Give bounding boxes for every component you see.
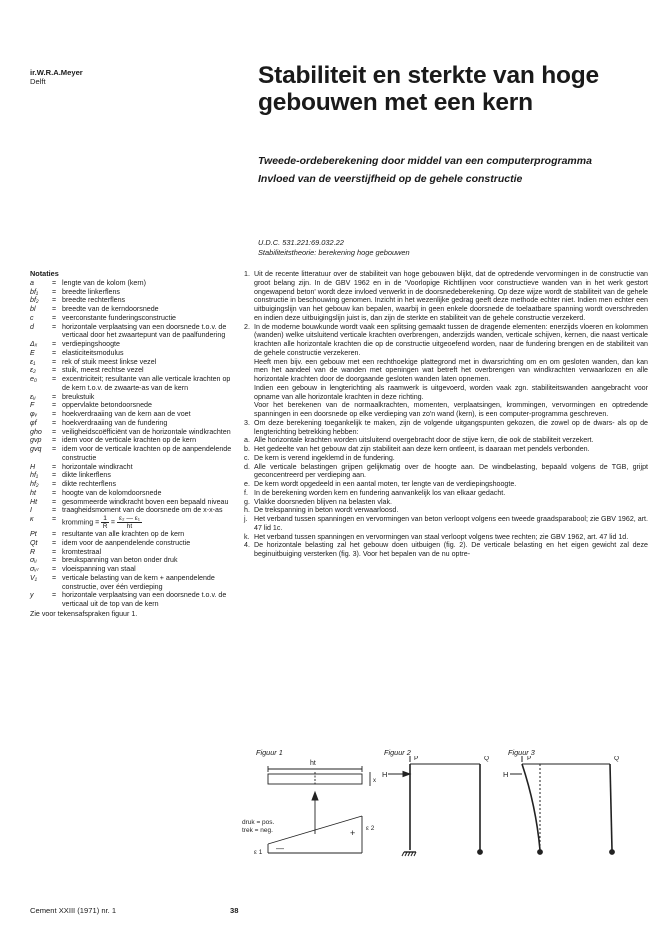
equals-sign: = [52,573,57,582]
paragraph-text: Het verband tussen spanningen en vervormingen van staal verloopt volgens twee rechten; zie GBV 1962, art. 47 lid 1d. [254,532,629,541]
notation-item [30,323,236,341]
notation-item [30,498,236,507]
paragraph-label: g. [244,497,250,506]
page-number: 38 [230,906,239,915]
notation-symbol: σᵤ [30,556,37,565]
paragraph [244,384,648,402]
journal-footer: Cement XXIII (1971) nr. 1 [30,906,117,915]
h-label-3: H [503,770,509,779]
notation-symbol: hf₂ [30,480,39,488]
notation-text: idem voor de verticale krachten op de kern [62,436,197,445]
paragraph [244,358,648,384]
notation-symbol: y [30,591,34,600]
paragraph [244,515,648,533]
notation-description [62,574,236,592]
notation-symbol: hf₁ [30,471,39,480]
figure-3 [503,756,619,854]
equals-sign: = [52,556,57,565]
notation-description [62,401,236,410]
paragraph-label: a. [244,436,250,445]
notation-item [30,506,236,515]
notation-item [30,548,236,557]
notation-item [30,349,236,358]
paragraph-text: Voor het berekenen van de normaalkrachten, momenten, verplaatsingen, krommingen, vervormingen en optredende spanningen in een doorsnede op elke verdieping van zo'n wand (kern), is een computer-programma geschreven. [254,401,648,418]
notation-text: horizontale verplaatsing van een doorsnede t.o.v. de verticaal door het zwaartepunt van de paalfundering [62,322,227,340]
notation-text: dikte linkerflens [62,471,111,480]
notation-description [62,358,236,367]
notation-text: oppervlakte betondoorsnede [62,401,152,410]
notation-text: idem voor de aanpendelende constructie [62,538,191,547]
notation-text: rek of stuik meest linkse vezel [62,357,157,366]
notation-item [30,288,236,297]
p-label: P [414,756,419,762]
denominator: R [102,523,108,530]
article-title [258,62,648,116]
paragraph [244,401,648,419]
keyword: Stabiliteitstheorie: berekening hoge gebouwen [258,248,410,257]
paragraph-text: Uit de recente litteratuur over de stabiliteit van hoge gebouwen blijkt, dat de optredende vervormingen in de constructie van groot belang zijn. In de GBV 1962 en in de 'Voorlopige Richtlijnen voor constructieve wanden van in het werk gestort ongewapend beton' wordt deze invloed verwerkt in de doorsnedeberekening. Op deze wijze wordt de stabiliteit van de gehele constructie in beschouwing genomen. Inzicht in het wezenlijke gedrag geeft deze methode echter niet. Indien men echter een uitbuigingslijn van het gebouw kan bepalen, waarbij in geen enkele doorsnede de toelaatbare spanning wordt overschreden en indien deze uitbuigingslijn juist is, dan zijn de sterkte en stabiliteit van de gehele constructie verzekerd. [254,270,648,322]
equals-sign: = [52,547,57,556]
paragraph [244,541,648,559]
body-text [244,270,648,559]
notation-description [62,279,236,288]
notation-text: verticale belasting van de kern + aanpendelende constructie, over één verdieping [62,573,215,591]
equals-sign: = [52,530,57,538]
h-label: H [382,770,388,779]
notation-description [62,471,236,480]
paragraph-label: e. [244,480,250,488]
notation-symbol: ε₂ [30,366,36,375]
notation-heading: Notaties [30,269,59,278]
notation-symbol: Ht [30,497,38,506]
notation-symbol: ht [30,488,36,497]
notation-item [30,340,236,349]
notation-symbol: φf [30,418,37,427]
paragraph-text: Het verband tussen spanningen en vervormingen van beton verloopt volgens een tweede graadsparabool; zie GBV 1962, art. 47 lid 1c. [254,515,648,532]
eps2-label: ε 2 [366,825,375,832]
notation-text: lengte van de kolom (kern) [62,278,146,287]
notation-description [62,419,236,428]
notation-description [62,375,236,393]
subtitle [258,152,592,188]
paragraph-text: Om deze berekening toegankelijk te maken, zijn de volgende uitgangspunten gekozen, die zowel op de dwars- als op de lengterichting betrekking hebben: [254,418,648,436]
subtitle-line-1: Tweede-ordeberekening door middel van een computerprogramma [258,155,592,167]
numerator: 1 [103,515,107,522]
equals-sign: = [52,506,57,515]
numerator: ε₂ — ε₁ [119,515,140,522]
notation-item [30,591,236,609]
notation-symbol: bf₁ [30,287,39,296]
notation-item [30,375,236,393]
author-city: Delft [30,77,46,86]
ht-label: ht [310,760,316,767]
notation-item [30,565,236,574]
paragraph-text: Indien een gebouw in lengterichting als raamwerk is uitgevoerd, worden vaak zgn. stabiliteitswanden aangebracht voor opname van alle horizontale krachten in deze richting. [254,383,648,401]
notation-symbol: gvp [30,436,42,445]
notation-description [62,428,236,437]
notation-text: veiligheidscoëfficiënt van de horizontale windkrachten [62,427,231,436]
notation-symbol: e₀ [30,375,37,383]
equals-sign: = [52,591,57,600]
notation-item [30,539,236,548]
notation-description [62,436,236,445]
equals-sign: = [52,357,57,366]
equals-sign: = [52,375,57,383]
x-label: x [373,778,376,784]
figure-2 [382,756,489,856]
paragraph-label: 1. [244,270,250,278]
equals-sign: = [52,340,57,348]
q-label-3: Q [614,756,620,762]
notation-text: stuik, meest rechtse vezel [62,366,144,375]
notation-text: veerconstante funderingsconstructie [62,313,176,322]
paragraph-label: 4. [244,541,250,550]
q-label: Q [484,756,490,762]
figure-3-caption: Figuur 3 [508,748,535,757]
subtitle-line-2: Invloed van de veerstijfheid op de gehele constructie [258,173,523,185]
paragraph-label: k. [244,532,250,541]
equals-sign: = [52,410,57,418]
paragraph-text: Vlakke doorsneden blijven na belasten vlak. [254,497,393,506]
notation-text: hoekverdraaiing van de fundering [62,418,168,427]
notation-text: horizontale windkracht [62,462,133,471]
paragraph-text: Alle verticale belastingen grijpen gelijkmatig over de hoogte aan. De windbelasting, bepaald volgens de TGB, grijpt geconcentreerd per verdieping aan. [254,462,648,480]
paragraph-text: Alle horizontale krachten worden uitsluitend overgebracht door de stijve kern, die ook de stabiliteit verzekert. [254,436,594,445]
notation-symbol: σᵥₗ [30,565,38,573]
paragraph-label: f. [244,488,248,497]
notation-symbol: gvq [30,445,42,453]
paragraph [244,270,648,323]
paragraph [244,533,648,542]
notation-text: breedte linkerflens [62,287,120,296]
notation-symbol: c [30,313,34,322]
hinge-support [478,850,483,855]
arrow-head [312,792,318,800]
notation-rows [30,279,236,609]
notation-footer: Zie voor tekensafspraken figuur 1. [30,609,138,618]
druk-label: druk = pos. [242,819,275,826]
equals-sign: = [52,305,57,313]
paragraph-label: 3. [244,418,250,427]
notation-symbol: gho [30,427,42,436]
paragraph-text: De kern wordt opgedeeld in een aantal moten, ter lengte van de verdiepingshoogte. [254,480,517,488]
equals-sign: = [108,518,117,527]
notation-item [30,279,236,288]
paragraph-label [244,401,254,419]
notation-text: hoogte van de kolomdoorsnede [62,488,162,497]
notation-description [62,515,236,530]
notation-text: resultante van alle krachten op de kern [62,530,185,538]
notation-item [30,556,236,565]
notation-description [62,445,236,463]
equals-sign: = [52,427,57,436]
paragraph-text: Het gedeelte van het gebouw dat zijn stabiliteit aan deze kern ontleent, is daaraan met pendels verbonden. [254,445,590,453]
equals-sign: = [52,313,57,322]
notation-symbol: bf₂ [30,296,39,305]
equals-sign: = [52,538,57,547]
notation-description [62,556,236,565]
equals-sign: = [52,565,57,573]
notation-item [30,401,236,410]
notation-text: dikte rechterflens [62,480,117,488]
paragraph-label: h. [244,506,250,515]
paragraph [244,498,648,507]
equals-sign: = [52,392,57,401]
fraction-1 [101,515,109,530]
notation-item [30,428,236,437]
notation-text: breedte van de kerndoorsnede [62,305,159,313]
notation-symbol: V₁ [30,573,37,582]
notation-text: breukstuik [62,392,95,401]
fraction-2 [117,515,142,530]
equals-sign: = [52,296,57,305]
equals-sign: = [52,488,57,497]
notation-description [62,323,236,341]
paragraph-text: De kern is verend ingeklemd in de fundering. [254,453,395,462]
equals-sign: = [52,348,57,357]
notation-text: elasticiteitsmodulus [62,348,124,357]
notation-item [30,489,236,498]
notation-symbol: φᵥ [30,410,38,418]
notation-item [30,436,236,445]
equals-sign: = [52,462,57,471]
notation-text: traagheidsmoment van de doorsnede om de x-x-as [62,506,223,515]
paragraph [244,454,648,463]
paragraph [244,463,648,481]
equals-sign: = [52,287,57,296]
notation-description [62,366,236,375]
notation-text: horizontale verplaatsing van een doorsnede t.o.v. de verticaal uit de top van de kern [62,591,227,608]
notation-text: kromming = [62,518,102,527]
figure-1 [242,760,376,856]
paragraph-label: c. [244,453,250,462]
paragraph-text: De horizontale belasting zal het gebouw doen uitbuigen (fig. 2). De verticale belasting en het eigen gewicht zal deze beginuitbuiging versterken (fig. 3). Voor het bepalen van de nu optre- [254,541,648,558]
paragraph-label: d. [244,462,250,471]
paragraph [244,489,648,498]
notation-item [30,419,236,428]
notation-item [30,314,236,323]
notation-symbol: F [30,401,35,410]
equals-sign: = [52,418,57,427]
notation-description [62,530,236,539]
notation-item [30,305,236,314]
notation-symbol: Pt [30,530,37,538]
notation-item [30,366,236,375]
notation-description [62,489,236,498]
paragraph [244,323,648,358]
equals-sign: = [52,436,57,445]
plus-sign: + [350,828,356,838]
notation-text: vloeispanning van staal [62,565,136,573]
notation-description [62,410,236,419]
equals-sign: = [52,366,57,375]
paragraph-label: 2. [244,322,250,331]
eps1-label: ε 1 [254,849,263,856]
notation-text: breedte rechterflens [62,296,126,305]
notation-description [62,591,236,609]
title-line-2: gebouwen met een kern [258,89,533,116]
figure-1-caption: Figuur 1 [256,748,283,757]
equals-sign: = [52,445,57,453]
notation-description [62,393,236,402]
notation-symbol: H [30,462,36,471]
notation-item [30,480,236,489]
notation-description [62,314,236,323]
paragraph [244,480,648,489]
notation-symbol: Δₓ [30,340,38,348]
equals-sign: = [52,322,57,331]
denominator: ht [126,523,133,530]
notation-item [30,445,236,463]
notation-description [62,565,236,574]
notation-item [30,471,236,480]
notation-symbol: Qt [30,538,38,547]
equals-sign: = [52,480,57,488]
classification [258,238,410,258]
notation-item [30,358,236,367]
notation-list [30,270,236,619]
notation-symbol: a [30,278,34,287]
title-line-1: Stabiliteit en sterkte van hoge [258,62,599,89]
equals-sign: = [52,497,57,506]
notation-item [30,515,236,530]
hinge-support-3 [610,850,615,855]
notation-item [30,296,236,305]
notation-description [62,349,236,358]
deflected-core [522,764,540,850]
paragraph-text: De trekspanning in beton wordt verwaarloosd. [254,506,399,515]
notation-text: gesommeerde windkracht boven een bepaald niveau [62,497,229,506]
notation-text: breukspanning van beton onder druk [62,556,178,565]
notation-item [30,410,236,419]
notation-description [62,480,236,489]
notation-description [62,506,236,515]
p-label-3: P [527,756,532,762]
paragraph-text: In de berekening worden kern en fundering aanvankelijk los van elkaar gedacht. [254,488,506,497]
notation-symbol: bl [30,305,36,313]
paragraph-text: In de moderne bouwkunde wordt vaak een splitsing gemaakt tussen de dragende elementen: enerzijds vloeren en kolommen (wanden) welke uitsluitend verticale krachten overbrengen, anderzijds wanden, verticale schijven, kernen, die naast verticale krachten alle horizontale krachten die op de constructie uitgeoefend worden, naar de fundering brengen en de stabiliteit van de gehele constructie verzekeren. [254,322,648,357]
notation-symbol: R [30,547,36,556]
notation-symbol: κ [30,515,34,523]
equals-sign: = [52,471,57,480]
minus-sign: — [276,844,284,853]
udc-code: U.D.C. 531.221:69.032.22 [258,238,344,247]
pendulum-column-3 [610,764,612,850]
trek-label: trek = neg. [242,827,273,834]
author-block [30,68,83,86]
notation-symbol: I [30,506,32,515]
paragraph-label: j. [244,515,248,523]
figure-2-caption: Figuur 2 [384,748,411,757]
paragraph-label [244,358,254,384]
notation-item [30,574,236,592]
notation-description [62,463,236,472]
notation-text: kromtestraal [62,547,102,556]
notation-symbol: ε₁ [30,357,36,366]
paragraph [244,419,648,437]
notation-description [62,340,236,349]
notation-item [30,463,236,472]
notation-symbol: εᵤ [30,392,36,401]
notation-item [30,530,236,539]
paragraph [244,506,648,515]
notation-description [62,305,236,314]
notation-text: excentriciteit; resultante van alle verticale krachten op de kern t.o.v. de zwaarte-as van de kern [62,375,231,392]
paragraph [244,436,648,445]
equals-sign: = [52,278,57,287]
notation-symbol: d [30,322,34,331]
notation-text: hoekverdraaiing van de kern aan de voet [62,410,191,418]
notation-description [62,498,236,507]
notation-item [30,393,236,402]
equals-sign: = [52,515,57,523]
notation-description [62,548,236,557]
paragraph-label [244,384,254,402]
notation-symbol: E [30,348,35,357]
equals-sign: = [52,401,57,410]
paragraph [244,445,648,454]
h-arrow-head [403,772,410,777]
notation-description [62,288,236,297]
notation-description [62,296,236,305]
figures-drawing [240,756,650,858]
paragraph-text: Heeft men bijv. een gebouw met een rechthoekige plattegrond met in dwarsrichting om en om gesloten wanden, dan kan men het aandeel van de wanden met openingen wat betreft het overbrengen van windkrachten verwaarlozen en alle horizontale krachten door de doorgaande gesloten wanden laten opnemen. [254,357,648,383]
core-support-3 [538,850,543,855]
author-name: ir.W.R.A.Meyer [30,68,83,77]
notation-text: verdiepingshoogte [62,340,120,348]
notation-text: idem voor de verticale krachten op de aanpendelende constructie [62,445,232,462]
notation-description [62,539,236,548]
paragraph-label: b. [244,445,250,453]
